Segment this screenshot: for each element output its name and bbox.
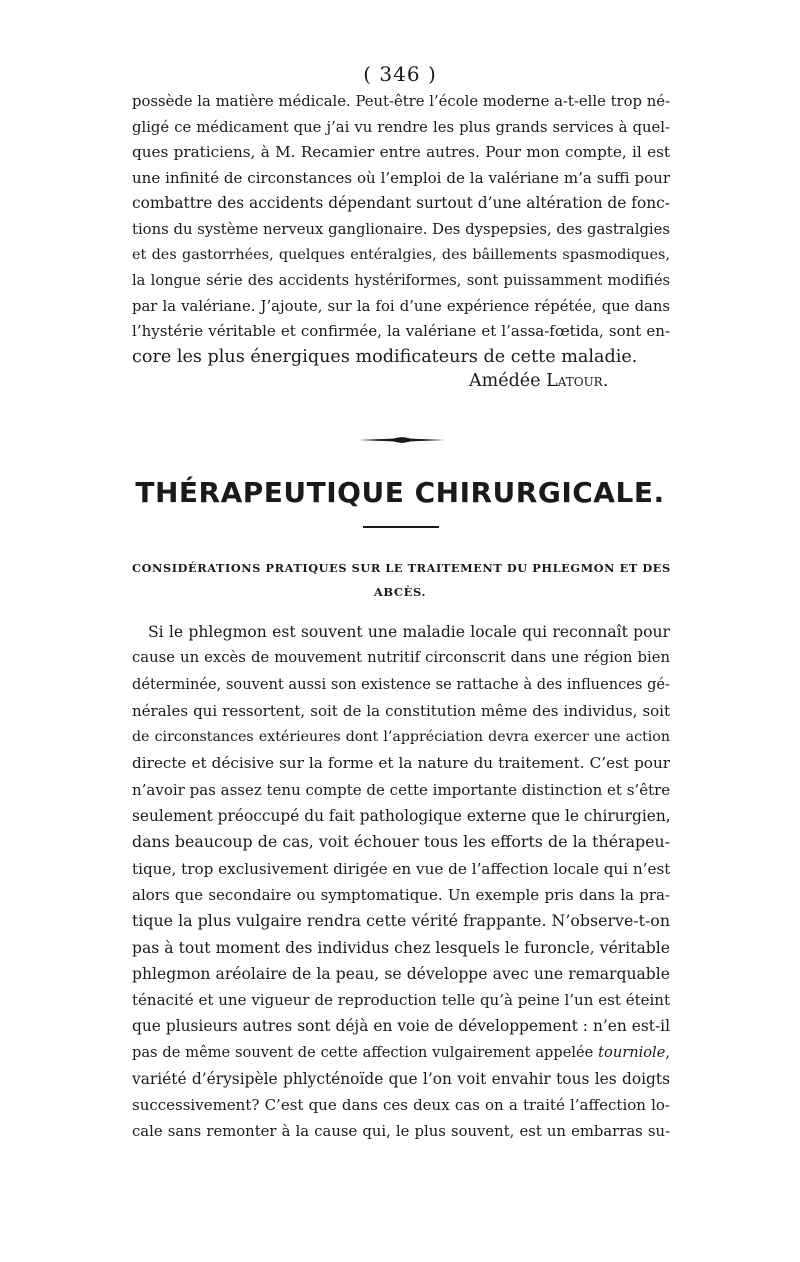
text-line: seulement préoccupé du fait pathologique externe que le chirurgien, xyxy=(132,807,671,826)
text-line: ques praticiens, à M. Recamier entre autres. Pour mon compte, il est xyxy=(132,143,670,162)
text-line: la longue série des accidents hystériformes, sont puissamment modifiés xyxy=(132,272,670,290)
text-line: cale sans remonter à la cause qui, le plus souvent, est un embarras su- xyxy=(132,1122,670,1140)
text-line: de circonstances extérieures dont l’appréciation devra exercer une action xyxy=(132,729,670,746)
text-line: gligé ce médicament que j’ai vu rendre les plus grands services à quel- xyxy=(132,118,670,136)
text-line: phlegmon aréolaire de la peau, se développe avec une remarquable xyxy=(132,964,670,983)
text-line: ténacité et une vigueur de reproduction telle qu’à peine l’un est éteint xyxy=(132,991,670,1010)
text-line: possède la matière médicale. Peut-être l’école moderne a-t-elle trop né- xyxy=(132,93,670,110)
text-line: directe et décisive sur la forme et la nature du traitement. C’est pour xyxy=(132,754,670,773)
text-line: pas de même souvent de cette affection vulgairement appelée tourniole, xyxy=(132,1043,670,1061)
text-line: nérales qui ressortent, soit de la constitution même des individus, soit xyxy=(132,701,670,720)
text-line: core les plus énergiques modificateurs de cette maladie. xyxy=(132,346,638,367)
text-line: cause un excès de mouvement nutritif circonscrit dans une région bien xyxy=(132,649,670,667)
text-line: déterminée, souvent aussi son existence se rattache à des influences gé- xyxy=(132,675,670,693)
text-line: Si le phlegmon est souvent une maladie locale qui reconnaît pour xyxy=(148,623,670,641)
text-line: n’avoir pas assez tenu compte de cette importante distinction et s’être xyxy=(132,780,671,799)
text-line: que plusieurs autres sont déjà en voie de développement : n’en est-il xyxy=(132,1017,670,1036)
text-line: successivement? C’est que dans ces deux cas on a traité l’affection lo- xyxy=(132,1096,670,1115)
text-line: tique la plus vulgaire rendra cette vérité frappante. N’observe-t-on xyxy=(132,911,670,931)
text-line: combattre des accidents dépendant surtout d’une altération de fonc- xyxy=(132,194,670,213)
author-signature xyxy=(469,371,608,391)
article-title-line: ABCÈS. xyxy=(373,585,427,599)
text-line: tique, trop exclusivement dirigée en vue de l’affection locale qui n’est xyxy=(132,859,671,878)
ornament-divider xyxy=(357,436,447,444)
paragraph-valeriane xyxy=(132,89,670,371)
page-number: ( 346 ) xyxy=(363,62,437,86)
signature-last-name: Latour. xyxy=(546,371,609,391)
paragraph-phlegmon xyxy=(132,619,670,1145)
article-title-line: CONSIDÉRATIONS PRATIQUES SUR LE TRAITEMENT DU PHLEGMON ET DES xyxy=(132,561,671,575)
signature-first-name: Amédée xyxy=(469,371,541,391)
heading-rule xyxy=(363,526,439,528)
text-line: par la valériane. J’ajoute, sur la foi d’une expérience répétée, que dans xyxy=(132,297,670,315)
text-line: tions du système nerveux ganglionaire. Des dyspepsies, des gastralgies xyxy=(132,220,670,238)
text-line: dans beaucoup de cas, voit échouer tous les efforts de la thérapeu- xyxy=(132,832,670,852)
text-line: une infinité de circonstances où l’emploi de la valériane m’a suffi pour xyxy=(132,168,670,187)
text-line: et des gastorrhées, quelques entéralgies, des bâillements spasmodiques, xyxy=(132,246,670,263)
text-line: alors que secondaire ou symptomatique. Un exemple pris dans la pra- xyxy=(132,885,670,904)
text-line: pas à tout moment des individus chez lesquels le furoncle, véritable xyxy=(132,938,670,957)
section-heading: THÉRAPEUTIQUE CHIRURGICALE. xyxy=(135,476,665,509)
text-line: l’hystérie véritable et confirmée, la valériane et l’assa-fœtida, sont en- xyxy=(132,322,670,341)
text-line: variété d’érysipèle phlycténoïde que l’on voit envahir tous les doigts xyxy=(132,1070,670,1089)
